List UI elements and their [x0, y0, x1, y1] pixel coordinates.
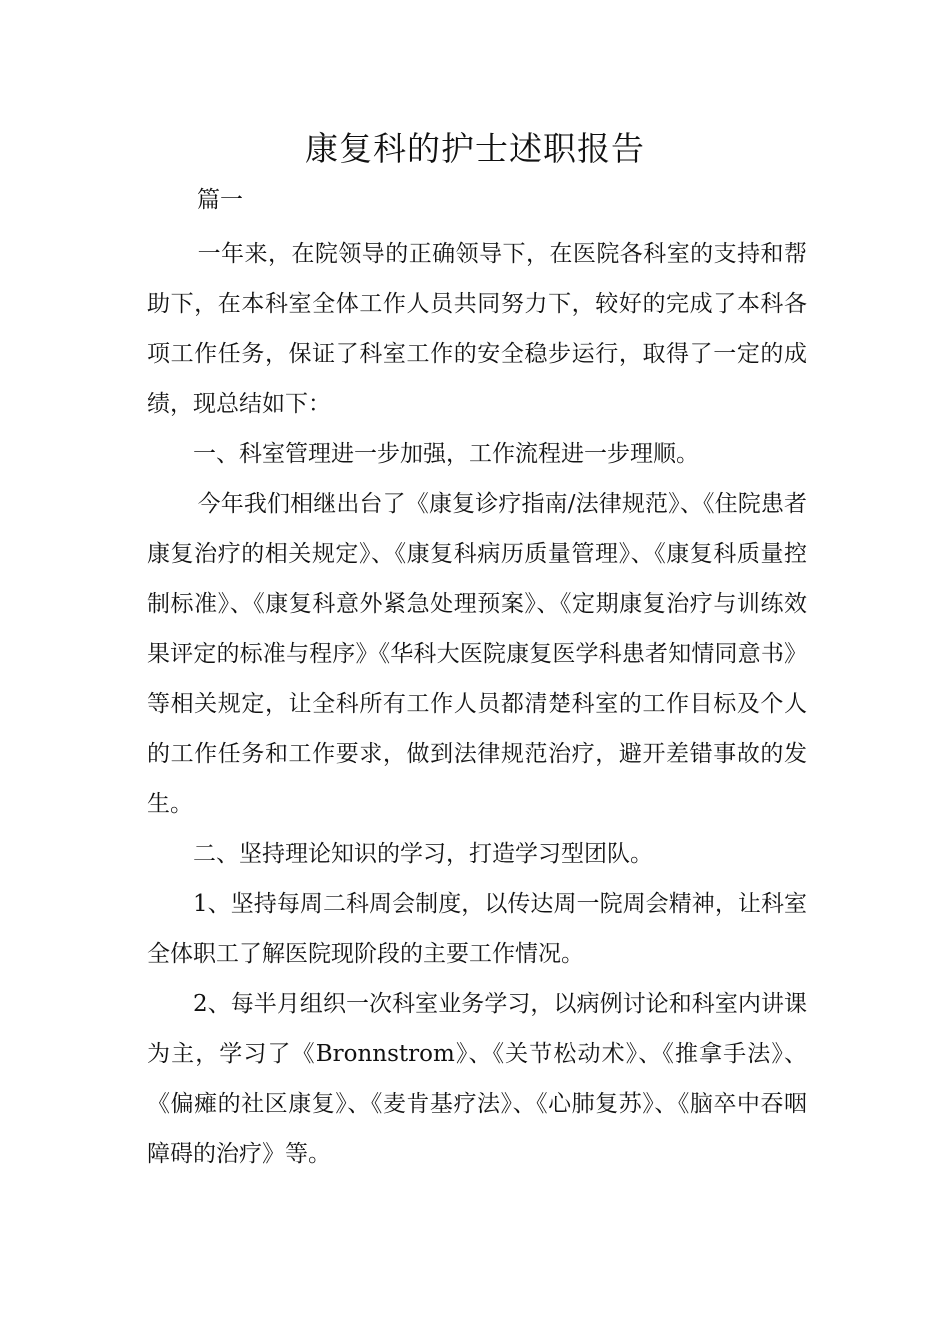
paragraph-regulations: 今年我们相继出台了《康复诊疗指南/法律规范》、《住院患者康复治疗的相关规定》、《康复科病历质量管理》、《康复科质量控制标准》、《康复科意外紧急处理预案》、《定期康复治疗与训练效果评定的标准与程序》《华科大医院康复医学科患者知情同意书》等相关规定，让全科所有工作人员都清楚科室的工作目标及个人的工作任务和工作要求，做到法律规范治疗，避开差错事故的发生。: [147, 491, 807, 817]
document-title: 康复科的护士述职报告: [305, 129, 645, 168]
section-label: 篇一: [197, 187, 243, 213]
paragraph-intro: 一年来，在院领导的正确领导下，在医院各科室的支持和帮助下，在本科室全体工作人员共同努力下，较好的完成了本科各项工作任务，保证了科室工作的安全稳步运行，取得了一定的成绩，现总结如下：: [147, 241, 807, 417]
document-body: [147, 229, 807, 1179]
paragraph-item-2: 2、每半月组织一次科室业务学习，以病例讨论和科室内讲课为主，学习了《Bronnstrom》、《关节松动术》、《推拿手法》、《偏瘫的社区康复》、《麦肯基疗法》、《心肺复苏》、《脑卒中吞咽障碍的治疗》等。: [147, 991, 807, 1167]
paragraph-item-1: 1、坚持每周二科周会制度，以传达周一院周会精神，让科室全体职工了解医院现阶段的主要工作情况。: [147, 891, 807, 967]
heading-section-one: 一、科室管理进一步加强，工作流程进一步理顺。: [193, 441, 699, 467]
heading-section-two: 二、坚持理论知识的学习，打造学习型团队。: [193, 841, 653, 867]
